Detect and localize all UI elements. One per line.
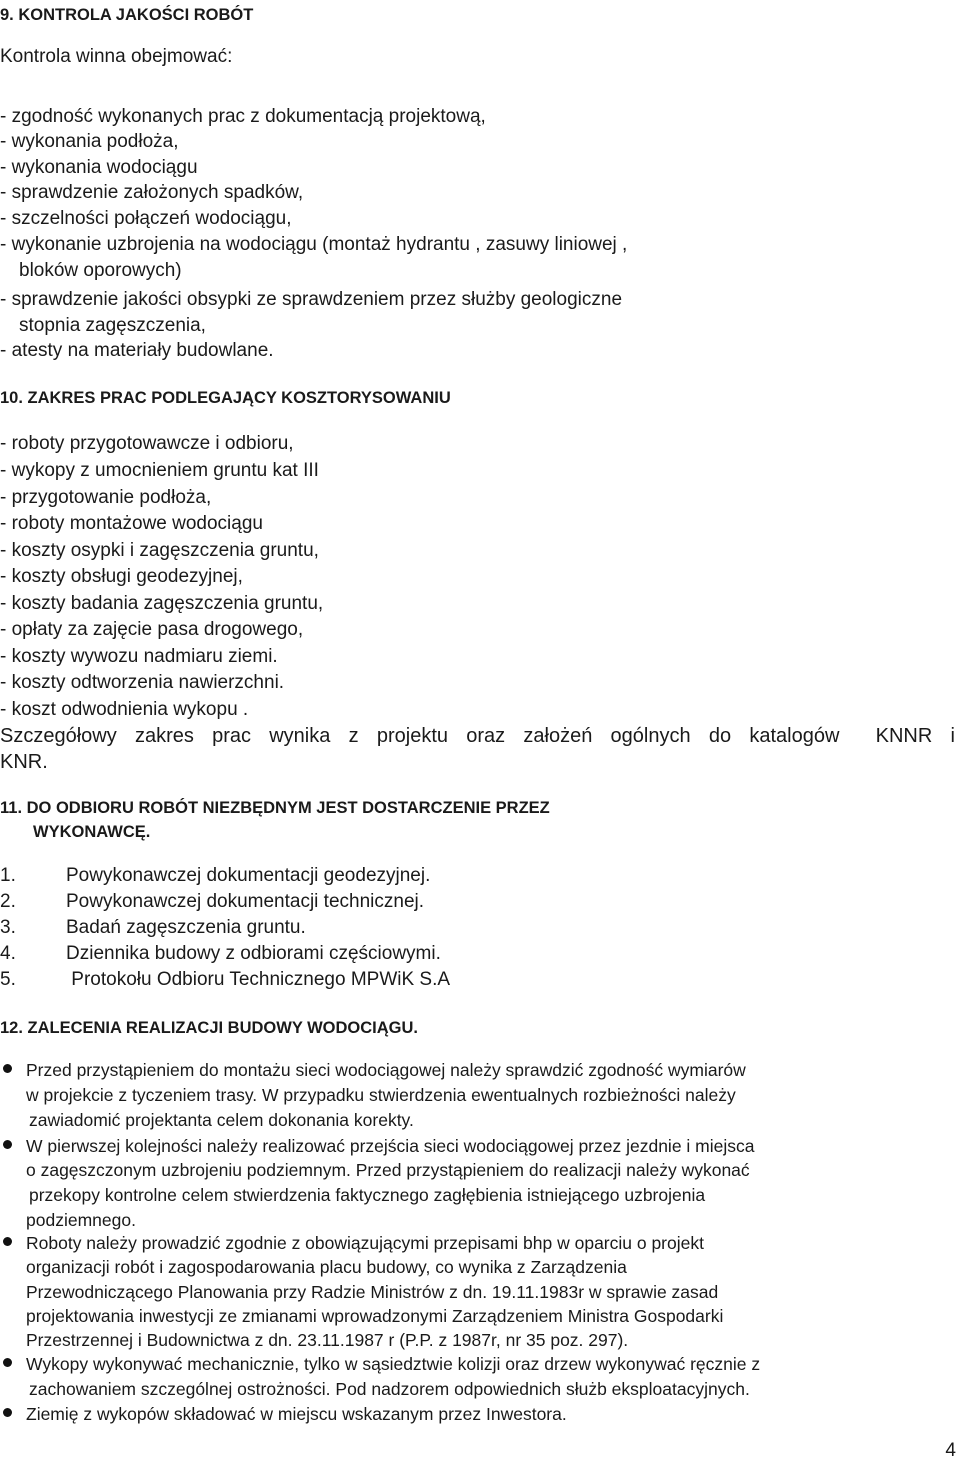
bullet-icon [3, 1140, 12, 1149]
bullet-text: organizacji robót i zagospodarowania placu budowy, co wynika z Zarządzenia [26, 1257, 627, 1277]
item-text: Powykonawczej dokumentacji geodezyjnej. [66, 865, 431, 886]
bullet-text: Przestrzennej i Budownictwa z dn. 23.11.1987 r (P.P. z 1987r, nr 35 poz. 297). [26, 1330, 629, 1350]
item-text: Powykonawczej dokumentacji technicznej. [66, 891, 425, 912]
list-item: - koszty odtworzenia nawierzchni. [0, 672, 285, 693]
section-9-heading: 9. KONTROLA JAKOŚCI ROBÓT [0, 6, 254, 24]
summary-word: oraz [466, 725, 506, 747]
list-item: - koszty badania zagęszczenia gruntu, [0, 593, 324, 614]
bullet-text: przekopy kontrolne celem stwierdzenia faktycznego zagłębienia istniejącego uzbrojenia [29, 1185, 706, 1205]
bullet-text: Przed przystąpieniem do montażu sieci wodociągowej należy sprawdzić zgodność wymiarów [26, 1060, 746, 1080]
summary-word: i [950, 725, 955, 747]
summary-word: wynika [269, 725, 331, 747]
bullet-text: zachowaniem szczególnej ostrożności. Pod nadzorem odpowiednich służb eksploatacyjnych. [29, 1379, 750, 1399]
section-10-summary-end: KNR. [0, 751, 48, 773]
list-item: - koszt odwodnienia wykopu . [0, 699, 249, 720]
bullet-text: W pierwszej kolejności należy realizować przejścia sieci wodociągowej przez jezdnie i miejsca [26, 1136, 755, 1156]
numbered-item [0, 865, 430, 887]
item-number: 2. [0, 891, 16, 912]
list-item: - sprawdzenie jakości obsypki ze sprawdzeniem przez służby geologiczne [0, 289, 623, 310]
bullet-icon [3, 1064, 12, 1073]
summary-word: projektu [376, 725, 448, 747]
list-item: - szczelności połączeń wodociągu, [0, 208, 292, 229]
item-number: 1. [0, 865, 16, 886]
list-item: - opłaty za zajęcie pasa drogowego, [0, 619, 304, 640]
bullet-text: Roboty należy prowadzić zgodnie z obowiązującymi przepisami bhp w oparciu o projekt [26, 1233, 704, 1253]
item-number: 5. [0, 969, 16, 990]
section-11-heading-cont: WYKONAWCĘ. [33, 823, 151, 841]
item-text: Dziennika budowy z odbiorami częściowymi. [66, 943, 441, 964]
summary-word: z [348, 725, 359, 747]
summary-word: prac [212, 725, 251, 747]
bullet-icon [3, 1358, 12, 1367]
summary-word: Szczegółowy [0, 725, 117, 747]
bullet-icon [3, 1237, 12, 1246]
summary-word: zakres [134, 725, 194, 747]
numbered-item [0, 943, 441, 965]
bullet-icon [3, 1408, 12, 1417]
list-item: - wykonanie uzbrojenia na wodociągu (montaż hydrantu , zasuwy liniowej , [0, 234, 628, 255]
list-item: - koszty obsługi geodezyjnej, [0, 566, 243, 587]
list-item-continuation: bloków oporowych) [19, 260, 182, 281]
list-item: - atesty na materiały budowlane. [0, 340, 274, 361]
section-12-heading: 12. ZALECENIA REALIZACJI BUDOWY WODOCIĄGU. [0, 1019, 419, 1037]
item-number: 4. [0, 943, 16, 964]
list-item: - wykopy z umocnieniem gruntu kat III [0, 460, 319, 481]
item-text: Protokołu Odbioru Technicznego MPWiK S.A [66, 969, 451, 990]
bullet-text: projektowania inwestycji ze zmianami wprowadzonymi Zarządzeniem Ministra Gospodarki [26, 1306, 724, 1326]
list-item: - koszty wywozu nadmiaru ziemi. [0, 646, 278, 667]
summary-word: katalogów [749, 725, 840, 747]
page-number: 4 [945, 1440, 956, 1461]
list-item-continuation: stopnia zagęszczenia, [19, 315, 206, 336]
numbered-item [0, 969, 450, 991]
list-item: - roboty przygotowawcze i odbioru, [0, 433, 294, 454]
bullet-text: w projekcie z tyczeniem trasy. W przypadku stwierdzenia ewentualnych rozbieżności należy [26, 1085, 736, 1105]
bullet-text: Przewodniczącego Planowania przy Radzie Ministrów z dn. 19.11.1983r w sprawie zasad [26, 1282, 719, 1302]
bullet-text: o zagęszczonym uzbrojeniu podziemnym. Przed przystąpieniem do realizacji należy wykonać [26, 1160, 750, 1180]
list-item: - przygotowanie podłoża, [0, 487, 212, 508]
summary-word: założeń [523, 725, 593, 747]
section-9-intro: Kontrola winna obejmować: [0, 46, 233, 67]
bullet-text: Wykopy wykonywać mechanicznie, tylko w sąsiedztwie kolizji oraz drzew wykonywać ręcznie z [26, 1354, 761, 1374]
item-text: Badań zagęszczenia gruntu. [66, 917, 306, 938]
bullet-text: zawiadomić projektanta celem dokonania korekty. [29, 1110, 414, 1130]
numbered-item [0, 917, 306, 939]
list-item: - wykonania podłoża, [0, 131, 179, 152]
bullet-text: podziemnego. [26, 1210, 136, 1230]
list-item: - koszty osypki i zagęszczenia gruntu, [0, 540, 319, 561]
item-number: 3. [0, 917, 16, 938]
section-11-heading: 11. DO ODBIORU ROBÓT NIEZBĘDNYM JEST DOSTARCZENIE PRZEZ [0, 799, 550, 817]
list-item: - wykonania wodociągu [0, 157, 198, 178]
list-item: - zgodność wykonanych prac z dokumentacją projektową, [0, 106, 486, 127]
section-10-heading: 10. ZAKRES PRAC PODLEGAJĄCY KOSZTORYSOWANIU [0, 389, 451, 407]
summary-word: ogólnych [610, 725, 691, 747]
summary-word: KNNR [875, 725, 933, 747]
list-item: - roboty montażowe wodociągu [0, 513, 263, 534]
bullet-text: Ziemię z wykopów składować w miejscu wskazanym przez Inwestora. [26, 1404, 567, 1424]
summary-word: do [708, 725, 732, 747]
section-10-summary [0, 725, 955, 747]
numbered-item [0, 891, 424, 913]
list-item: - sprawdzenie założonych spadków, [0, 182, 304, 203]
